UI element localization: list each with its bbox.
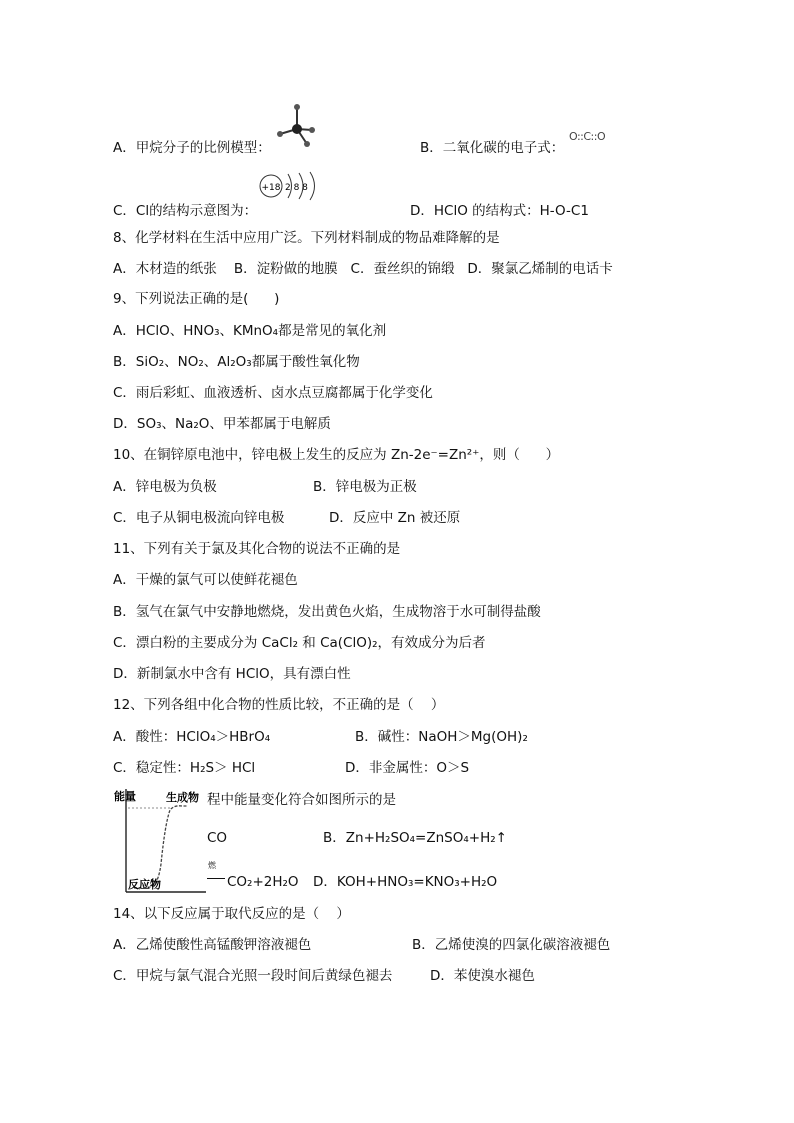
q10-option-a: A．锌电极为负极 xyxy=(113,479,217,495)
q10-option-c: C．电子从铜电极流向锌电极 xyxy=(113,510,285,526)
product-label: 生成物 xyxy=(166,791,199,804)
q11-option-b: B．氢气在氯气中安静地燃烧，发出黄色火焰，生成物溶于水可制得盐酸 xyxy=(113,604,541,620)
q12-option-c: C．稳定性：H₂S＞ HCl xyxy=(113,760,256,776)
q12-option-b: B．碱性：NaOH＞Mg(OH)₂ xyxy=(355,729,528,745)
q8-stem: 8、化学材料在生活中应用广泛。下列材料制成的物品难降解的是 xyxy=(113,230,500,246)
q10-stem: 10、在铜锌原电池中，锌电极上发生的反应为 Zn-2e⁻=Zn²⁺，则（ ） xyxy=(113,447,560,463)
q11-stem: 11、下列有关于氯及其化合物的说法不正确的是 xyxy=(113,541,401,557)
methane-model-figure xyxy=(277,104,317,154)
atom-nucleus-label: +18 xyxy=(261,183,281,193)
q11-option-d: D．新制氯水中含有 HClO，具有漂白性 xyxy=(113,666,351,682)
q9-option-d: D．SO₃、Na₂O、甲苯都属于电解质 xyxy=(113,416,331,432)
atom-shell-label: 2 8 8 xyxy=(285,183,308,193)
q7-option-b: B．二氧化碳的电子式： xyxy=(420,140,565,156)
q13-option-a: CO xyxy=(207,830,228,846)
q11-option-a: A．干燥的氯气可以使鲜花褪色 xyxy=(113,572,298,588)
q12-option-a: A．酸性：HClO₄＞HBrO₄ xyxy=(113,729,271,745)
q14-stem: 14、以下反应属于取代反应的是（ ） xyxy=(113,906,350,922)
co2-electron-formula: O::C::O xyxy=(569,130,606,143)
q9-option-b: B．SiO₂、NO₂、Al₂O₃都属于酸性氧化物 xyxy=(113,354,360,370)
cl-ion-structure-diagram xyxy=(258,172,328,202)
q14-option-a: A．乙烯使酸性高锰酸钾溶液褪色 xyxy=(113,937,312,953)
q9-option-c: C．雨后彩虹、血液透析、卤水点豆腐都属于化学变化 xyxy=(113,385,433,401)
reactant-label: 反应物 xyxy=(128,878,161,891)
q9-option-a: A．HClO、HNO₃、KMnO₄都是常见的氧化剂 xyxy=(113,323,387,339)
q12-option-d: D．非金属性：O＞S xyxy=(345,760,470,776)
q13-option-c: CO₂+2H₂O xyxy=(227,874,299,890)
q12-stem: 12、下列各组中化合物的性质比较，不正确的是（ ） xyxy=(113,697,445,713)
q13-stem: 程中能量变化符合如图所示的是 xyxy=(207,792,396,808)
energy-curve xyxy=(134,806,188,888)
energy-axis-label: 能量 xyxy=(114,790,136,803)
q13-option-d: D．KOH+HNO₃=KNO₃+H₂O xyxy=(313,874,498,890)
q10-option-b: B．锌电极为正极 xyxy=(313,479,417,495)
q13-option-b: B．Zn+H₂SO₄=ZnSO₄+H₂↑ xyxy=(323,830,507,846)
q14-option-d: D．苯使溴水褪色 xyxy=(430,968,535,984)
q8-options: A．木材造的纸张 B．淀粉做的地膜 C．蚕丝织的锦缎 D．聚氯乙烯制的电话卡 xyxy=(113,261,613,277)
q13-reaction-arrow xyxy=(207,878,225,879)
q7-option-d: D．HClO 的结构式：H-O-C1 xyxy=(410,203,589,219)
q7-option-a: A．甲烷分子的比例模型： xyxy=(113,140,271,156)
q14-option-c: C．甲烷与氯气混合光照一段时间后黄绿色褪去 xyxy=(113,968,393,984)
q11-option-c: C．漂白粉的主要成分为 CaCl₂ 和 Ca(ClO)₂，有效成分为后者 xyxy=(113,635,486,651)
q9-stem: 9、下列说法正确的是( ) xyxy=(113,291,280,307)
energy-diagram xyxy=(114,784,210,902)
q7-option-c: C．Cl的结构示意图为： xyxy=(113,203,258,219)
q14-option-b: B．乙烯使溴的四氯化碳溶液褪色 xyxy=(412,937,611,953)
q13-arrow-mark: 燃 xyxy=(208,861,216,870)
q10-option-d: D．反应中 Zn 被还原 xyxy=(329,510,461,526)
